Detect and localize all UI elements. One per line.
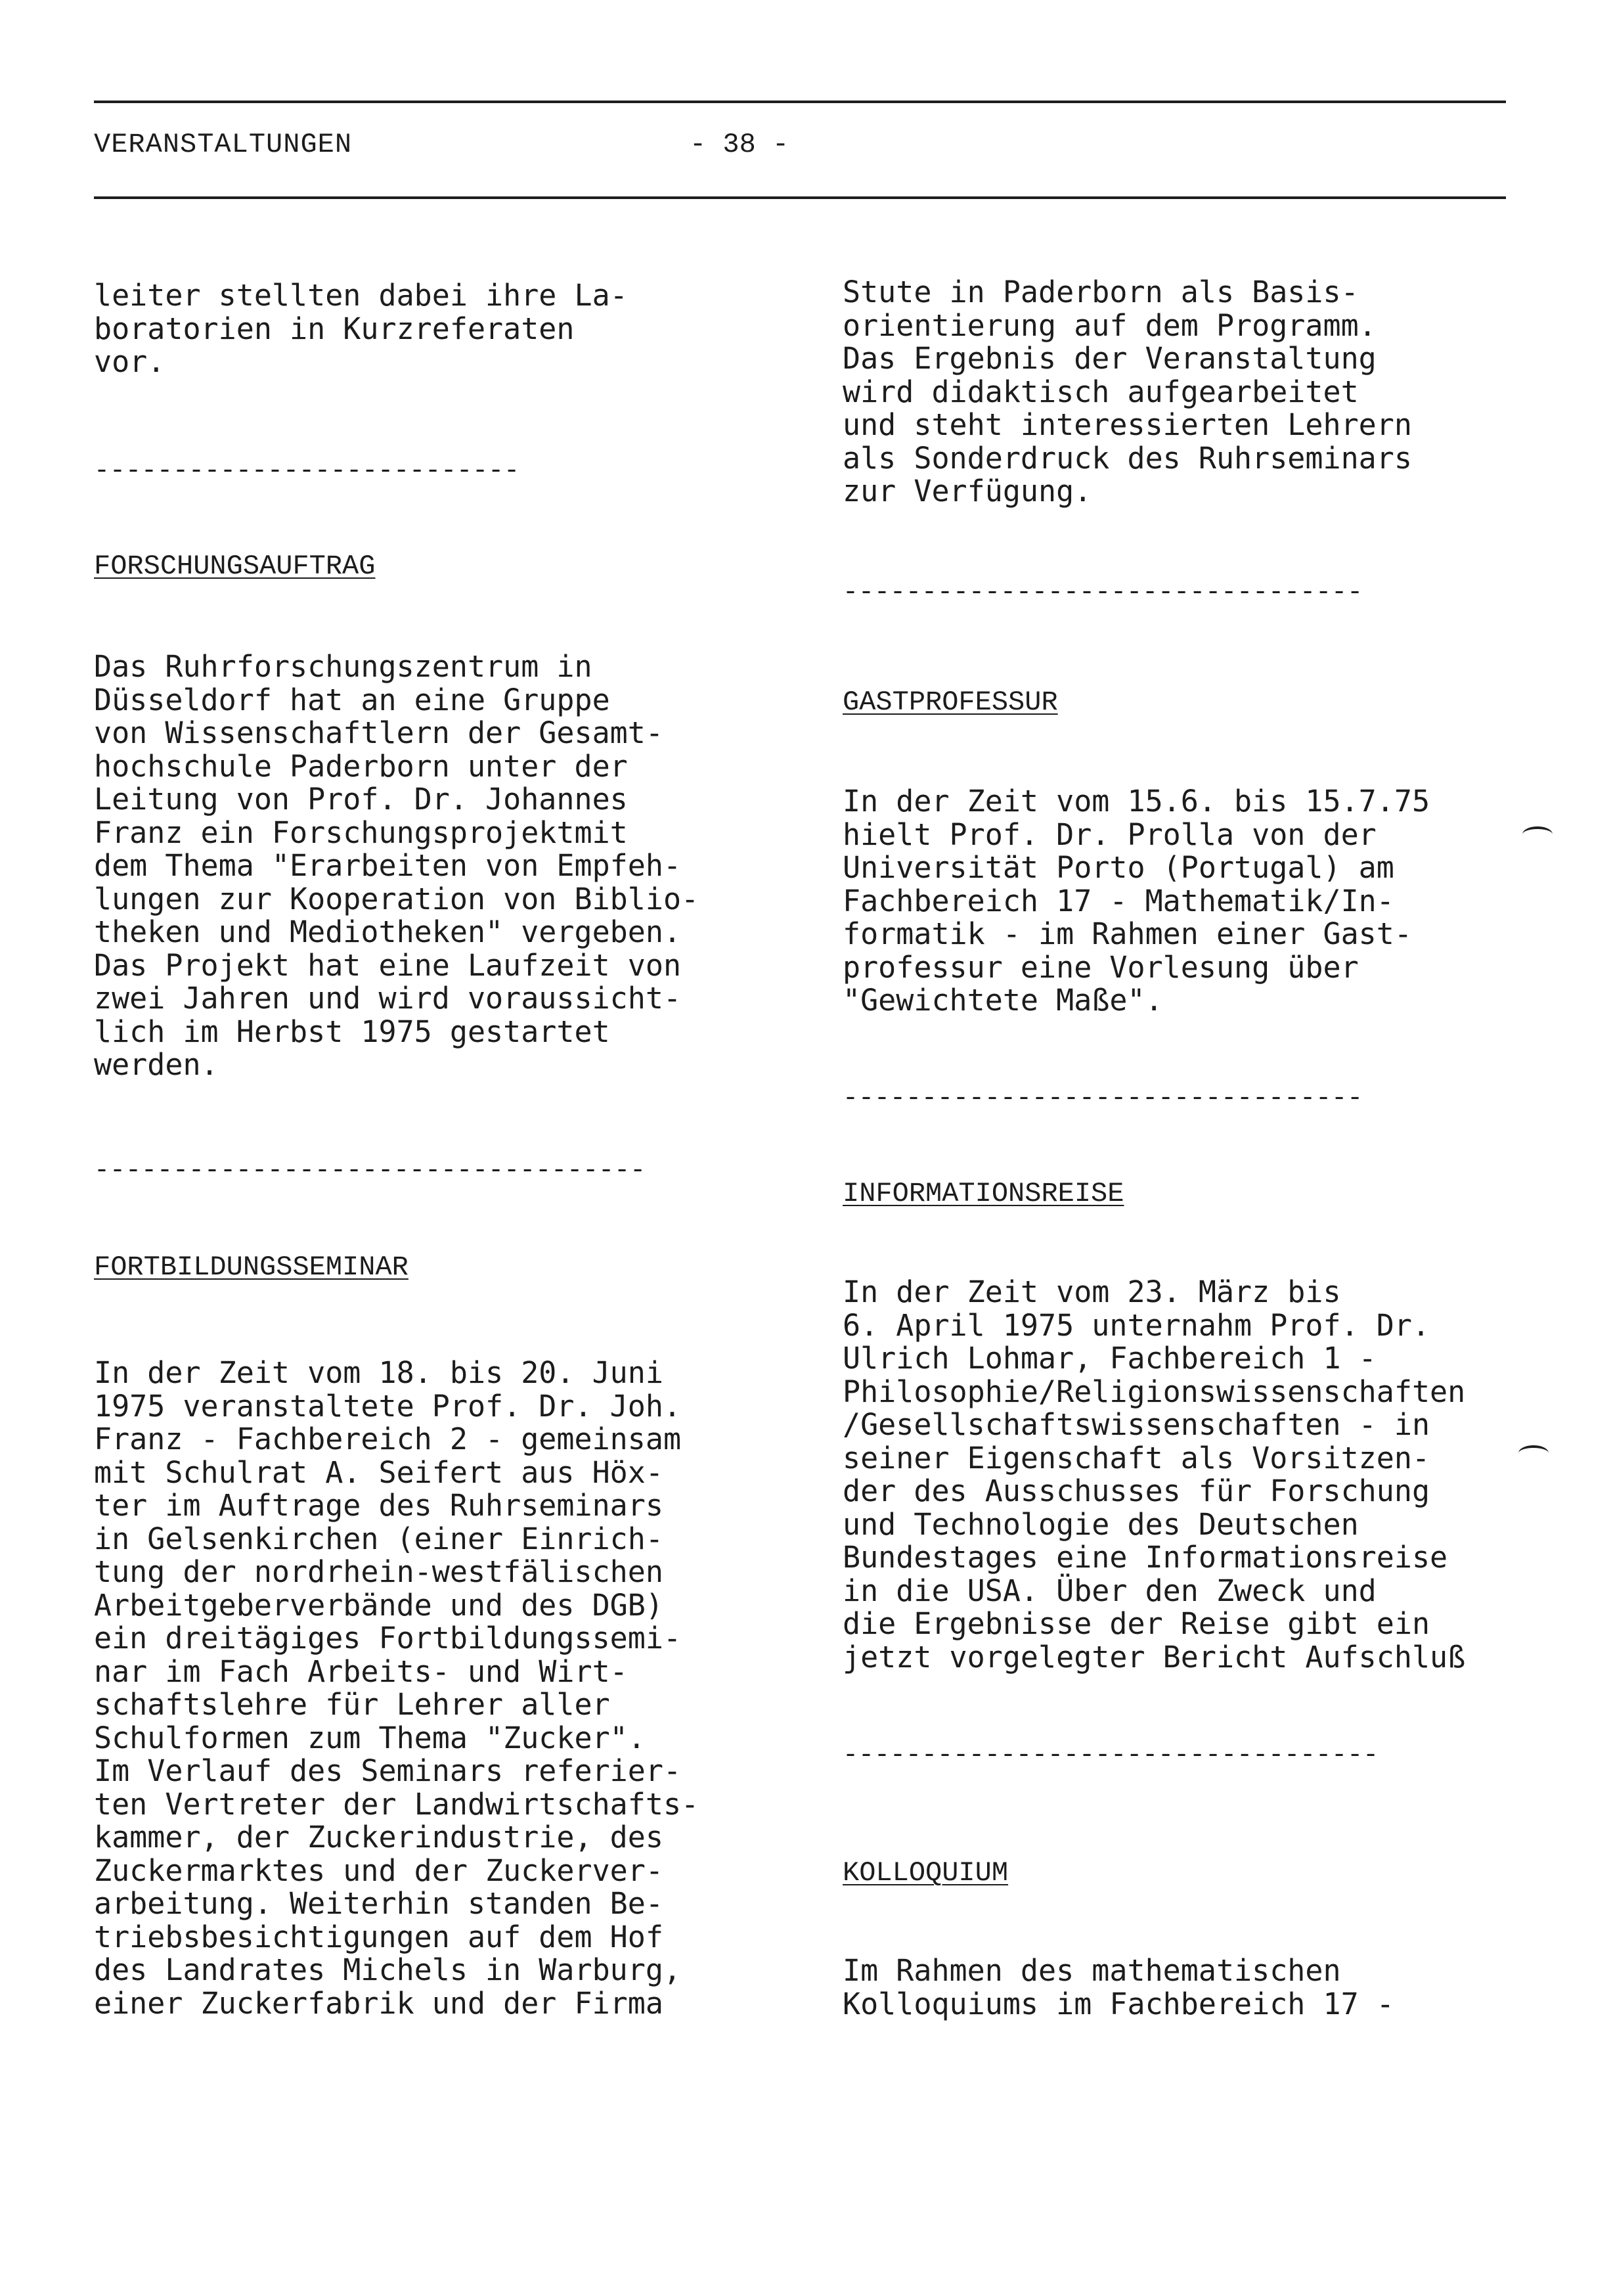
separator: ---------------------------------- (843, 1741, 1379, 1770)
scan-mark (1518, 1445, 1549, 1461)
separator: --------------------------------- (843, 1084, 1363, 1114)
separator: ----------------------------------- (94, 1156, 646, 1186)
paragraph-forschungsauftrag: Das Ruhrforschungszentrum in Düsseldorf hat an eine Gruppe von Wissenschaftlern der Gesamt- hochschule Paderborn unter der Leitung von Prof. Dr. Johannes Franz ein Forschungsprojektmit dem Thema "Erarbeiten von Empfeh- lungen zur Kooperation von Biblio- theken und Mediotheken" vergeben. Das Projekt hat eine Laufzeit von zwei Jahren und wird voraussicht- lich im Herbst 1975 gestartet werden. (94, 649, 699, 1082)
paragraph-informationsreise: In der Zeit vom 23. März bis 6. April 1975 unternahm Prof. Dr. Ulrich Lohmar, Fachbereich 1 - Philosophie/Religionswissenschaften /Gesellschaftswissenschaften - in seiner Eigenschaft als Vorsitzen- der des Ausschusses für Forschung und Technologie des Deutschen Bundestages eine Informationsreise in die USA. Über den Zweck und die Ergebnisse der Reise gibt ein jetzt vorgelegter Bericht Aufschluß (843, 1274, 1466, 1675)
paragraph-gastprofessur: In der Zeit vom 15.6. bis 15.7.75 hielt Prof. Dr. Prolla von der Universität Porto (Portugal) am Fachbereich 17 - Mathematik/In- formatik - im Rahmen einer Gast- professur eine Vorlesung über "Gewichtete Maße". (843, 784, 1430, 1018)
fortbildung-intro-continuation: leiter stellten dabei ihre La- boratorien in Kurzreferaten vor. (94, 278, 628, 379)
page-number: - 38 - (690, 129, 789, 160)
running-header-section: VERANSTALTUNGEN (94, 129, 353, 160)
separator: --------------------------------- (843, 578, 1363, 608)
paragraph-fortbildungsseminar: In der Zeit vom 18. bis 20. Juni 1975 veranstaltete Prof. Dr. Joh. Franz - Fachbereich 2 - gemeinsam mit Schulrat A. Seifert aus Höx- ter im Auftrage des Ruhrseminars in Gelsenkirchen (einer Einrich- tung der nordrhein-westfälischen Arbeitgeberverbände und des DGB) ein dreitägiges Fortbildungssemi- nar im Fach Arbeits- und Wirt- schaftslehre für Lehrer aller Schulformen zum Thema "Zucker". Im Verlauf des Seminars referier- ten Vertreter der Landwirtschafts- kammer, der Zuckerindustrie, des Zuckermarktes und der Zuckerver- arbeitung. Weiterhin standen Be- triebsbesichtigungen auf dem Hof des Landrates Michels in Warburg, einer Zuckerfabrik und der Firma (94, 1355, 699, 2021)
heading-informationsreise: INFORMATIONSREISE (843, 1178, 1124, 1209)
header-rule-bottom (94, 196, 1506, 199)
scan-mark (1522, 826, 1553, 842)
separator: --------------------------- (94, 457, 520, 486)
heading-forschungsauftrag: FORSCHUNGSAUFTRAG (94, 551, 376, 582)
fortbildung-continuation: Stute in Paderborn als Basis- orientierung auf dem Programm. Das Ergebnis der Veranstaltung wird didaktisch aufgearbeitet und steht interessierten Lehrern als Sonderdruck des Ruhrseminars zur Verfügung. (843, 275, 1412, 508)
paragraph-kolloquium: Im Rahmen des mathematischen Kolloquiums im Fachbereich 17 - (843, 1953, 1394, 2021)
heading-gastprofessur: GASTPROFESSUR (843, 687, 1058, 718)
heading-fortbildungsseminar: FORTBILDUNGSSEMINAR (94, 1251, 409, 1283)
header-rule-top (94, 101, 1506, 103)
heading-kolloquium: KOLLOQUIUM (843, 1857, 1009, 1889)
